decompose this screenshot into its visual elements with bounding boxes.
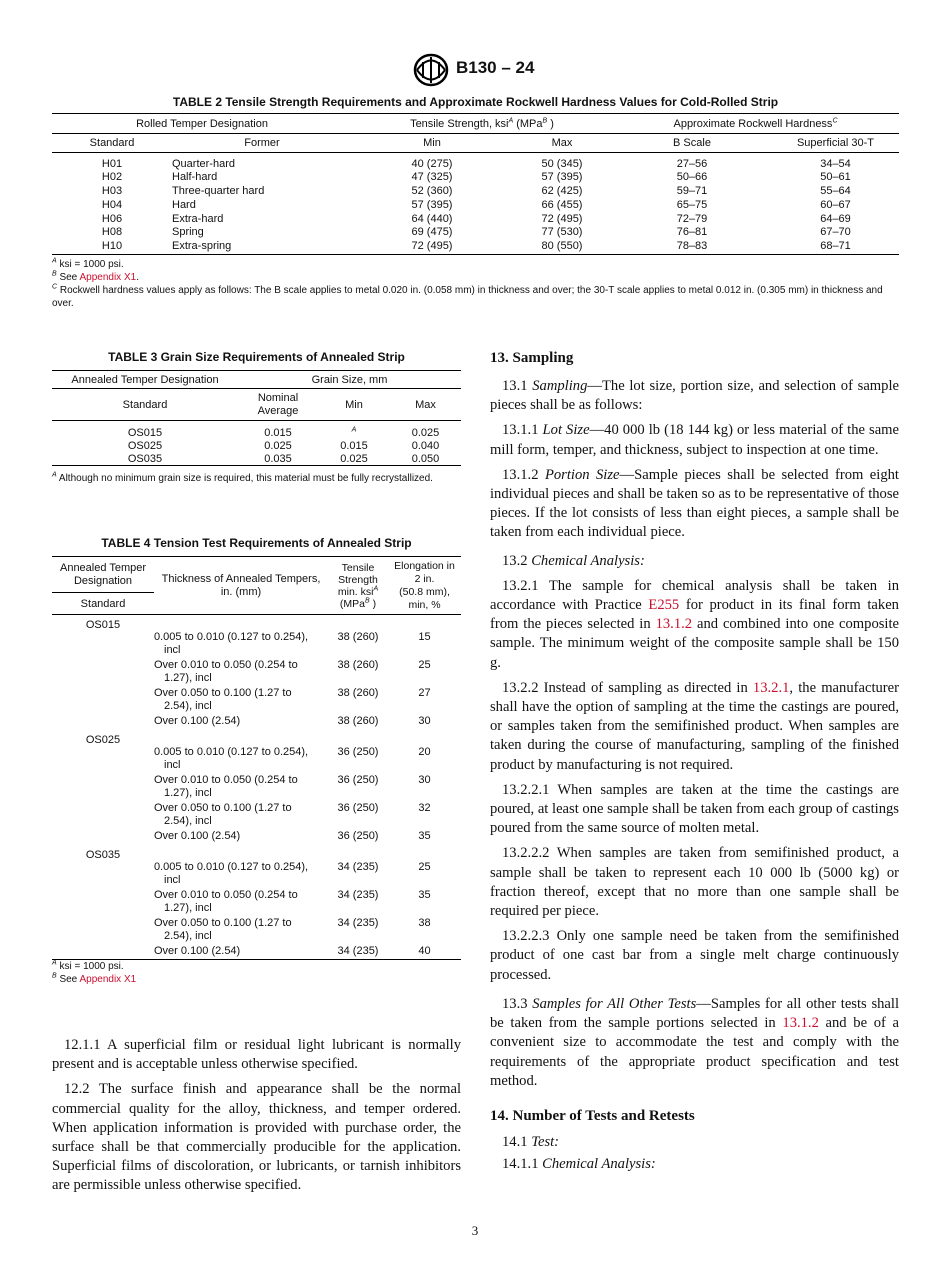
t3-designation-header: Annealed Temper Designation bbox=[52, 371, 238, 389]
t2-note-c: $^C$ Rockwell hardness values apply as follows: The B scale applies to metal 0.020 in. (0.058 mm) in thickness and over; the 30-T scale applies to metal 0.012 in. (0.305 mm) in thickness and over. bbox=[52, 283, 883, 309]
t2-row: H04 Hard 57 (395) 66 (455) 65–75 60–67 bbox=[101, 198, 851, 211]
t2-row: H08 Spring 69 (475) 77 (530) 76–81 67–70 bbox=[101, 226, 851, 239]
t2-hardness-header: Approximate Rockwell Hardness$^C$ bbox=[612, 114, 899, 134]
ref-13-2-1-link[interactable]: 13.2.1 bbox=[752, 679, 790, 696]
t2-row: H02 Half-hard 47 (325) 57 (395) 50–66 50–61 bbox=[101, 171, 851, 184]
t3-col-nominal: Nominal Average bbox=[238, 389, 318, 421]
para-13-2: 13.2 Chemical Analysis: bbox=[502, 552, 645, 569]
t4-row: Over 0.100 (2.54) 38 (260) 30 bbox=[154, 714, 431, 727]
t2-row: H10 Extra-spring 72 (495) 80 (550) 78–83 68–71 bbox=[52, 240, 899, 254]
t4-row: Over 0.050 to 0.100 (1.27 to 2.54), incl 38 (260) 27 bbox=[154, 686, 431, 712]
t2-row: H01 Quarter-hard 40 (275) 50 (345) 27–56 34–54 bbox=[101, 157, 851, 170]
t3-grain-header: Grain Size, mm bbox=[238, 371, 461, 389]
t3-col-standard: Standard bbox=[52, 389, 238, 421]
t2-row: H06 Extra-hard 64 (440) 72 (495) 72–79 64–69 bbox=[101, 212, 851, 225]
t4-row: Over 0.100 (2.54) 34 (235) 40 bbox=[52, 945, 461, 960]
ref-13-1-2-link[interactable]: 13.1.2 bbox=[655, 616, 693, 633]
t2-col-30t: Superficial 30-T bbox=[772, 134, 899, 153]
t4-thickness-header: Thickness of Annealed Tempers, in. (mm) bbox=[154, 557, 328, 615]
t2-col-min: Min bbox=[352, 134, 512, 153]
para-13-3: 13.3 Samples for All Other Tests—Samples for all other tests shall be taken from the sample portions selected in 13.1.2 and be of a convenient size to accommodate the test and comply with the requirements of the appropriate product specification and test method. bbox=[490, 995, 900, 1089]
t4-col-standard: Standard bbox=[52, 593, 154, 615]
t4-row: 0.005 to 0.010 (0.127 to 0.254), incl 34 (235) 25 bbox=[154, 860, 431, 886]
t4-row: Over 0.010 to 0.050 (0.254 to 1.27), incl 38 (260) 25 bbox=[154, 658, 431, 684]
table2-notes bbox=[52, 258, 899, 310]
table3-note: $^A$ Although no minimum grain size is required, this material must be fully recrystallized. bbox=[52, 471, 433, 484]
table4 bbox=[52, 556, 461, 960]
table4-notes bbox=[52, 960, 461, 986]
t2-designation-header: Rolled Temper Designation bbox=[52, 114, 352, 134]
para-13-1-2: 13.1.2 Portion Size—Sample pieces shall be selected from eight individual pieces and shall be taken so as to be representative of those pieces. If the lot consists of less than eight pieces, a sample shall be taken from each individual piece. bbox=[490, 466, 899, 541]
para-13-2-2-2: 13.2.2.2 When samples are taken from semifinished product, a sample shall be taken to represent each 10 000 lb (5000 kg) or fraction thereof, except that no more than one sample shall be required per piece. bbox=[490, 845, 899, 920]
t2-row: H03 Three-quarter hard 52 (360) 62 (425) 59–71 55–64 bbox=[101, 185, 851, 198]
e255-link[interactable]: E255 bbox=[648, 597, 680, 614]
t2-note-b: $^B$ See Appendix X1. bbox=[52, 270, 139, 283]
t4-row: 0.005 to 0.010 (0.127 to 0.254), incl 36 (250) 20 bbox=[154, 745, 431, 771]
para-12-1-1: 12.1.1 A superficial film or residual light lubricant is normally present and is acceptable unless otherwise specified. bbox=[52, 1037, 461, 1073]
left-column-text bbox=[52, 1036, 461, 1196]
table3-caption: TABLE 3 Grain Size Requirements of Annealed Strip bbox=[108, 350, 405, 364]
appendix-x1-link[interactable]: Appendix X1 bbox=[79, 974, 137, 985]
para-13-1: 13.1 Sampling—The lot size, portion size, and selection of sample pieces shall be as follows: bbox=[490, 378, 899, 414]
para-13-2-1: 13.2.1 The sample for chemical analysis shall be taken in accordance with Practice E255 for product in its final form taken from the pieces selected in 13.1.2 and combined into one composite sample. The minimum weight of the composite sample shall be 150 g. bbox=[490, 577, 900, 671]
t4-group-header: OS015 bbox=[85, 618, 121, 631]
para-13-1-1: 13.1.1 Lot Size—40 000 lb (18 144 kg) or less material of the same mill form, temper, and thickness, subject to inspection at one time. bbox=[490, 422, 900, 458]
t4-note-b: $^B$ See Appendix X1 bbox=[52, 972, 137, 985]
para-13-2-2-1: 13.2.2.1 When samples are taken at the time the castings are poured, at least one sample shall be taken from each group of castings poured from the same source of molten metal. bbox=[490, 781, 899, 837]
right-column-text bbox=[490, 350, 899, 1174]
t4-group-header: OS035 bbox=[85, 848, 121, 861]
t4-row: Over 0.050 to 0.100 (1.27 to 2.54), incl 36 (250) 32 bbox=[154, 801, 431, 827]
para-14-1-1: 14.1.1 Chemical Analysis: bbox=[502, 1156, 656, 1173]
appendix-x1-link[interactable]: Appendix X1 bbox=[79, 272, 137, 283]
t2-col-max: Max bbox=[512, 134, 612, 153]
table2-caption: TABLE 2 Tensile Strength Requirements and Approximate Rockwell Hardness Values for Cold-Rolled Strip bbox=[172, 95, 779, 109]
section-13-heading: 13. Sampling bbox=[490, 350, 574, 366]
t2-col-former: Former bbox=[172, 134, 352, 153]
t3-row: OS025 0.025 0.015 0.040 bbox=[127, 440, 440, 452]
t2-tensile-header: Tensile Strength, ksi$^A$ (MPa$^B$ ) bbox=[352, 114, 612, 134]
t4-row: Over 0.050 to 0.100 (1.27 to 2.54), incl 34 (235) 38 bbox=[154, 916, 431, 942]
t4-row: Over 0.010 to 0.050 (0.254 to 1.27), incl 36 (250) 30 bbox=[154, 773, 431, 799]
astm-logo bbox=[413, 53, 449, 87]
t4-group-header: OS025 bbox=[85, 733, 121, 746]
t4-tensile-header: Tensile Strength min. ksi$^A$ (MPa$^B$ ) bbox=[328, 557, 388, 615]
document-id: B130 – 24 bbox=[456, 58, 535, 77]
t4-elongation-header: Elongation in 2 in. (50.8 mm), min, % bbox=[388, 557, 461, 615]
t4-note-a: $^A$ ksi = 1000 psi. bbox=[52, 959, 124, 972]
t2-col-standard: Standard bbox=[52, 134, 172, 153]
page-number: 3 bbox=[471, 1223, 479, 1238]
table2 bbox=[52, 113, 899, 255]
para-13-2-2-3: 13.2.2.3 Only one sample need be taken from the semifinished product of one cast bar from a single melt charge continuously processed. bbox=[490, 928, 899, 983]
para-13-2-2: 13.2.2 Instead of sampling as directed in 13.2.1, the manufacturer shall have the option of sampling at the time the castings are poured, or samples taken from the semifinished product. When samples are taken during the course of manufacturing, sampling of the finished product by manufacturing is not required. bbox=[490, 679, 899, 773]
para-14-1: 14.1 Test: bbox=[502, 1133, 560, 1150]
table3 bbox=[52, 370, 461, 466]
t4-row: Over 0.100 (2.54) 36 (250) 35 bbox=[154, 829, 431, 842]
table4-caption: TABLE 4 Tension Test Requirements of Annealed Strip bbox=[101, 536, 412, 550]
para-12-2: 12.2 The surface finish and appearance shall be the normal commercial quality for the alloy, thickness, and temper ordered. When application information is provided with purchase order, the surface shall be that commercially producible for the application. Superficial films of discoloration, or lubricants, or tarnish inhibitors are permissible unless otherwise specified. bbox=[52, 1081, 461, 1194]
section-14-heading: 14. Number of Tests and Retests bbox=[490, 1107, 695, 1124]
t3-col-max: Max bbox=[390, 389, 461, 421]
ref-13-1-2-link[interactable]: 13.1.2 bbox=[782, 1015, 819, 1032]
t4-row: 0.005 to 0.010 (0.127 to 0.254), incl 38 (260) 15 bbox=[154, 630, 431, 656]
t2-note-a: $^A$ ksi = 1000 psi. bbox=[52, 257, 124, 270]
t3-row: OS035 0.035 0.025 0.050 bbox=[52, 453, 461, 466]
t4-designation-header: Annealed Temper Designation bbox=[52, 557, 154, 593]
t3-row: OS015 0.015 $^A$ 0.025 bbox=[127, 426, 440, 439]
t3-col-min: Min bbox=[318, 389, 390, 421]
t2-col-bscale: B Scale bbox=[612, 134, 772, 153]
t4-row: Over 0.010 to 0.050 (0.254 to 1.27), incl 34 (235) 35 bbox=[154, 888, 431, 914]
